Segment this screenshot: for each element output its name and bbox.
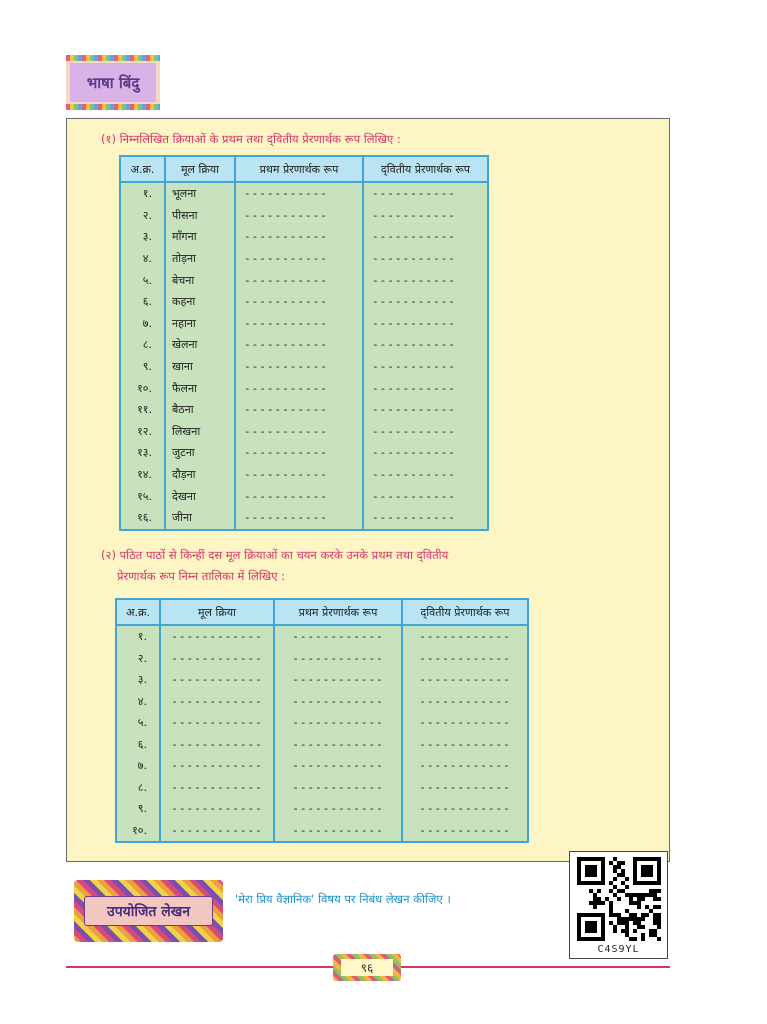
activity-prompt: 'मेरा प्रिय वैज्ञानिक' विषय पर निबंध लेखन कीजिए । xyxy=(235,892,451,906)
first-causative-blank[interactable]: ----------- xyxy=(235,226,363,248)
second-causative-blank[interactable]: ----------- xyxy=(363,313,488,335)
first-causative-blank[interactable]: ----------- xyxy=(235,356,363,378)
second-causative-blank[interactable]: ------------ xyxy=(402,625,528,648)
row-serial: १५. xyxy=(120,485,165,507)
second-causative-blank[interactable]: ------------ xyxy=(402,648,528,670)
second-causative-blank[interactable]: ------------ xyxy=(402,734,528,756)
row-verb: खाना xyxy=(165,356,235,378)
second-causative-blank[interactable]: ----------- xyxy=(363,248,488,270)
section-badge xyxy=(66,55,160,110)
second-causative-blank[interactable]: ------------ xyxy=(402,691,528,713)
row-verb: लिखना xyxy=(165,421,235,443)
table-row xyxy=(116,712,528,734)
table-row xyxy=(116,755,528,777)
root-verb-blank[interactable]: ------------ xyxy=(160,625,274,648)
first-causative-blank[interactable]: ----------- xyxy=(235,205,363,227)
first-causative-blank[interactable]: ----------- xyxy=(235,269,363,291)
row-verb: दौड़ना xyxy=(165,464,235,486)
second-causative-blank[interactable]: ----------- xyxy=(363,442,488,464)
exercise2-instruction-line2: प्रेरणार्थक रूप निम्न तालिका में लिखिए : xyxy=(117,569,286,583)
row-verb: भूलना xyxy=(165,182,235,205)
decorative-border xyxy=(66,104,160,110)
row-verb: देखना xyxy=(165,485,235,507)
table-row xyxy=(120,399,488,421)
row-serial: १६. xyxy=(120,507,165,530)
first-causative-blank[interactable]: ----------- xyxy=(235,442,363,464)
table-row xyxy=(116,798,528,820)
row-serial: १०. xyxy=(120,377,165,399)
first-causative-blank[interactable]: ----------- xyxy=(235,421,363,443)
second-causative-blank[interactable]: ----------- xyxy=(363,205,488,227)
exercise-box xyxy=(66,118,670,862)
table-row xyxy=(120,485,488,507)
row-serial: ८. xyxy=(116,777,160,799)
row-serial: ५. xyxy=(116,712,160,734)
table-row xyxy=(116,734,528,756)
row-serial: ६. xyxy=(120,291,165,313)
second-causative-blank[interactable]: ----------- xyxy=(363,377,488,399)
root-verb-blank[interactable]: ------------ xyxy=(160,669,274,691)
section-badge-inner xyxy=(70,63,156,102)
row-serial: १. xyxy=(116,625,160,648)
table-row xyxy=(120,182,488,205)
activity-badge xyxy=(74,880,223,942)
row-serial: १२. xyxy=(120,421,165,443)
table-row xyxy=(116,648,528,670)
header-serial: अ.क्र. xyxy=(120,156,165,182)
header-second-causative: द्‌वितीय प्रेरणार्थक रूप xyxy=(363,156,488,182)
root-verb-blank[interactable]: ------------ xyxy=(160,648,274,670)
row-verb: तोड़ना xyxy=(165,248,235,270)
second-causative-blank[interactable]: ----------- xyxy=(363,421,488,443)
row-verb: जीना xyxy=(165,507,235,530)
row-verb: नहाना xyxy=(165,313,235,335)
page-number-badge xyxy=(333,954,401,981)
first-causative-blank[interactable]: ----------- xyxy=(235,464,363,486)
root-verb-blank[interactable]: ------------ xyxy=(160,691,274,713)
first-causative-blank[interactable]: ----------- xyxy=(235,485,363,507)
first-causative-blank[interactable]: ------------ xyxy=(274,691,402,713)
row-serial: ११. xyxy=(120,399,165,421)
row-verb: बैठना xyxy=(165,399,235,421)
first-causative-blank[interactable]: ----------- xyxy=(235,291,363,313)
first-causative-blank[interactable]: ------------ xyxy=(274,755,402,777)
root-verb-blank[interactable]: ------------ xyxy=(160,734,274,756)
row-serial: ४. xyxy=(116,691,160,713)
row-verb: जुटना xyxy=(165,442,235,464)
second-causative-blank[interactable]: ----------- xyxy=(363,399,488,421)
table-header-row xyxy=(116,599,528,625)
table-row xyxy=(120,334,488,356)
table-row xyxy=(120,377,488,399)
table-row xyxy=(120,442,488,464)
second-causative-blank[interactable]: ----------- xyxy=(363,464,488,486)
header-serial: अ.क्र. xyxy=(116,599,160,625)
header-first-causative: प्रथम प्रेरणार्थक रूप xyxy=(235,156,363,182)
qr-code-box[interactable] xyxy=(569,851,668,959)
row-verb: बेचना xyxy=(165,269,235,291)
first-causative-blank[interactable]: ------------ xyxy=(274,820,402,843)
row-serial: ५. xyxy=(120,269,165,291)
root-verb-blank[interactable]: ------------ xyxy=(160,820,274,843)
section-title: भाषा बिंदु xyxy=(86,73,140,92)
first-causative-blank[interactable]: ----------- xyxy=(235,248,363,270)
row-verb: माँगना xyxy=(165,226,235,248)
row-verb: फैलना xyxy=(165,377,235,399)
row-serial: ४. xyxy=(120,248,165,270)
table-row xyxy=(120,356,488,378)
activity-badge-inner xyxy=(84,896,213,926)
root-verb-blank[interactable]: ------------ xyxy=(160,777,274,799)
exercise1-instruction: (१) निम्नलिखित क्रियाओं के प्रथम तथा द्‌वितीय प्रेरणार्थक रूप लिखिए : xyxy=(101,132,401,146)
first-causative-blank[interactable]: ------------ xyxy=(274,669,402,691)
row-serial: ७. xyxy=(116,755,160,777)
row-verb: कहना xyxy=(165,291,235,313)
first-causative-blank[interactable]: ----------- xyxy=(235,377,363,399)
table-row xyxy=(120,269,488,291)
row-verb: पीसना xyxy=(165,205,235,227)
table-row xyxy=(116,625,528,648)
second-causative-blank[interactable]: ----------- xyxy=(363,226,488,248)
root-verb-blank[interactable]: ------------ xyxy=(160,755,274,777)
row-serial: ९. xyxy=(120,356,165,378)
header-root-verb: मूल क्रिया xyxy=(165,156,235,182)
second-causative-blank[interactable]: ------------ xyxy=(402,798,528,820)
first-causative-blank[interactable]: ----------- xyxy=(235,313,363,335)
row-serial: ९. xyxy=(116,798,160,820)
table-row xyxy=(120,226,488,248)
first-causative-blank[interactable]: ------------ xyxy=(274,625,402,648)
table-row xyxy=(116,669,528,691)
header-second-causative: द्‌वितीय प्रेरणार्थक रूप xyxy=(402,599,528,625)
row-serial: १०. xyxy=(116,820,160,843)
page-number: ९६ xyxy=(341,959,393,976)
row-serial: ६. xyxy=(116,734,160,756)
table-row xyxy=(120,313,488,335)
row-serial: २. xyxy=(120,205,165,227)
exercise2-instruction-line1: (२) पठित पाठों से किन्हीं दस मूल क्रियाओं का चयन करके उनके प्रथम तथा द्‌वितीय xyxy=(101,548,449,562)
row-verb: खेलना xyxy=(165,334,235,356)
header-root-verb: मूल क्रिया xyxy=(160,599,274,625)
row-serial: ७. xyxy=(120,313,165,335)
header-first-causative: प्रथम प्रेरणार्थक रूप xyxy=(274,599,402,625)
table-row xyxy=(116,691,528,713)
second-causative-blank[interactable]: ----------- xyxy=(363,334,488,356)
qr-code-label: C4S9YL xyxy=(597,944,640,955)
row-serial: १. xyxy=(120,182,165,205)
decorative-border xyxy=(66,55,160,61)
table-row xyxy=(120,248,488,270)
row-serial: ३. xyxy=(116,669,160,691)
second-causative-blank[interactable]: ------------ xyxy=(402,712,528,734)
table-header-row xyxy=(120,156,488,182)
first-causative-blank[interactable]: ------------ xyxy=(274,734,402,756)
second-causative-blank[interactable]: ----------- xyxy=(363,269,488,291)
first-causative-blank[interactable]: ----------- xyxy=(235,507,363,530)
first-causative-blank[interactable]: ----------- xyxy=(235,182,363,205)
first-causative-blank[interactable]: ----------- xyxy=(235,399,363,421)
exercise2-table xyxy=(115,598,529,843)
row-serial: २. xyxy=(116,648,160,670)
first-causative-blank[interactable]: ------------ xyxy=(274,798,402,820)
second-causative-blank[interactable]: ----------- xyxy=(363,507,488,530)
first-causative-blank[interactable]: ------------ xyxy=(274,648,402,670)
row-serial: ८. xyxy=(120,334,165,356)
table-row xyxy=(120,507,488,530)
second-causative-blank[interactable]: ------------ xyxy=(402,755,528,777)
exercise1-table xyxy=(119,155,489,531)
row-serial: ३. xyxy=(120,226,165,248)
first-causative-blank[interactable]: ------------ xyxy=(274,712,402,734)
table-row xyxy=(120,291,488,313)
activity-label: उपयोजित लेखन xyxy=(107,903,190,920)
table-row xyxy=(120,464,488,486)
table-row xyxy=(116,820,528,843)
second-causative-blank[interactable]: ----------- xyxy=(363,182,488,205)
table-row xyxy=(116,777,528,799)
row-serial: १३. xyxy=(120,442,165,464)
second-causative-blank[interactable]: ----------- xyxy=(363,485,488,507)
second-causative-blank[interactable]: ------------ xyxy=(402,820,528,843)
second-causative-blank[interactable]: ----------- xyxy=(363,291,488,313)
first-causative-blank[interactable]: ----------- xyxy=(235,334,363,356)
second-causative-blank[interactable]: ------------ xyxy=(402,777,528,799)
root-verb-blank[interactable]: ------------ xyxy=(160,798,274,820)
table-row xyxy=(120,421,488,443)
first-causative-blank[interactable]: ------------ xyxy=(274,777,402,799)
qr-code-icon xyxy=(577,857,661,941)
second-causative-blank[interactable]: ----------- xyxy=(363,356,488,378)
root-verb-blank[interactable]: ------------ xyxy=(160,712,274,734)
row-serial: १४. xyxy=(120,464,165,486)
table-row xyxy=(120,205,488,227)
second-causative-blank[interactable]: ------------ xyxy=(402,669,528,691)
